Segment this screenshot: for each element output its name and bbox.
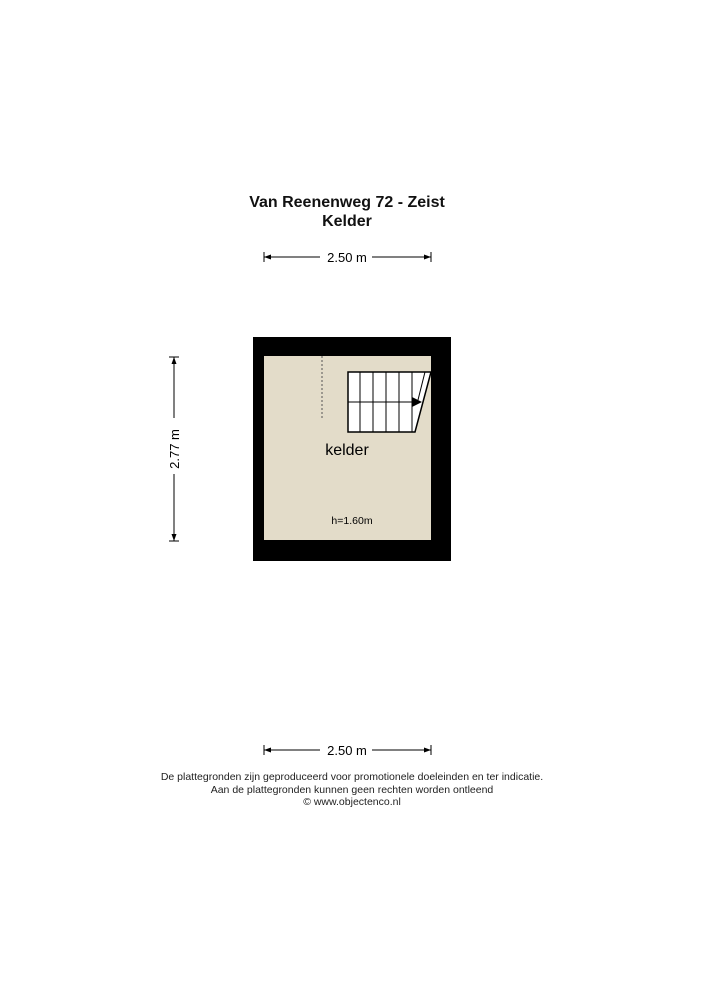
left-dimension-label: 2.77 m <box>167 429 182 469</box>
top-dimension-label: 2.50 m <box>327 250 367 265</box>
bottom-dimension-label: 2.50 m <box>327 743 367 758</box>
room-height-label: h=1.60m <box>331 515 373 527</box>
disclaimer-line-2: Aan de plattegronden kunnen geen rechten worden ontleend <box>210 784 494 796</box>
left-dimension <box>167 357 182 541</box>
copyright-line: © www.objectenco.nl <box>303 796 401 808</box>
top-dimension <box>264 250 431 265</box>
disclaimer-line-1: De plattegronden zijn geproduceerd voor promotionele doeleinden en ter indicatie. <box>160 771 544 783</box>
plan-floor-title: Kelder <box>322 213 372 230</box>
plan-address-title: Van Reenenweg 72 - Zeist <box>249 194 445 211</box>
bottom-dimension <box>264 743 431 758</box>
room-name-label: kelder <box>325 442 369 459</box>
